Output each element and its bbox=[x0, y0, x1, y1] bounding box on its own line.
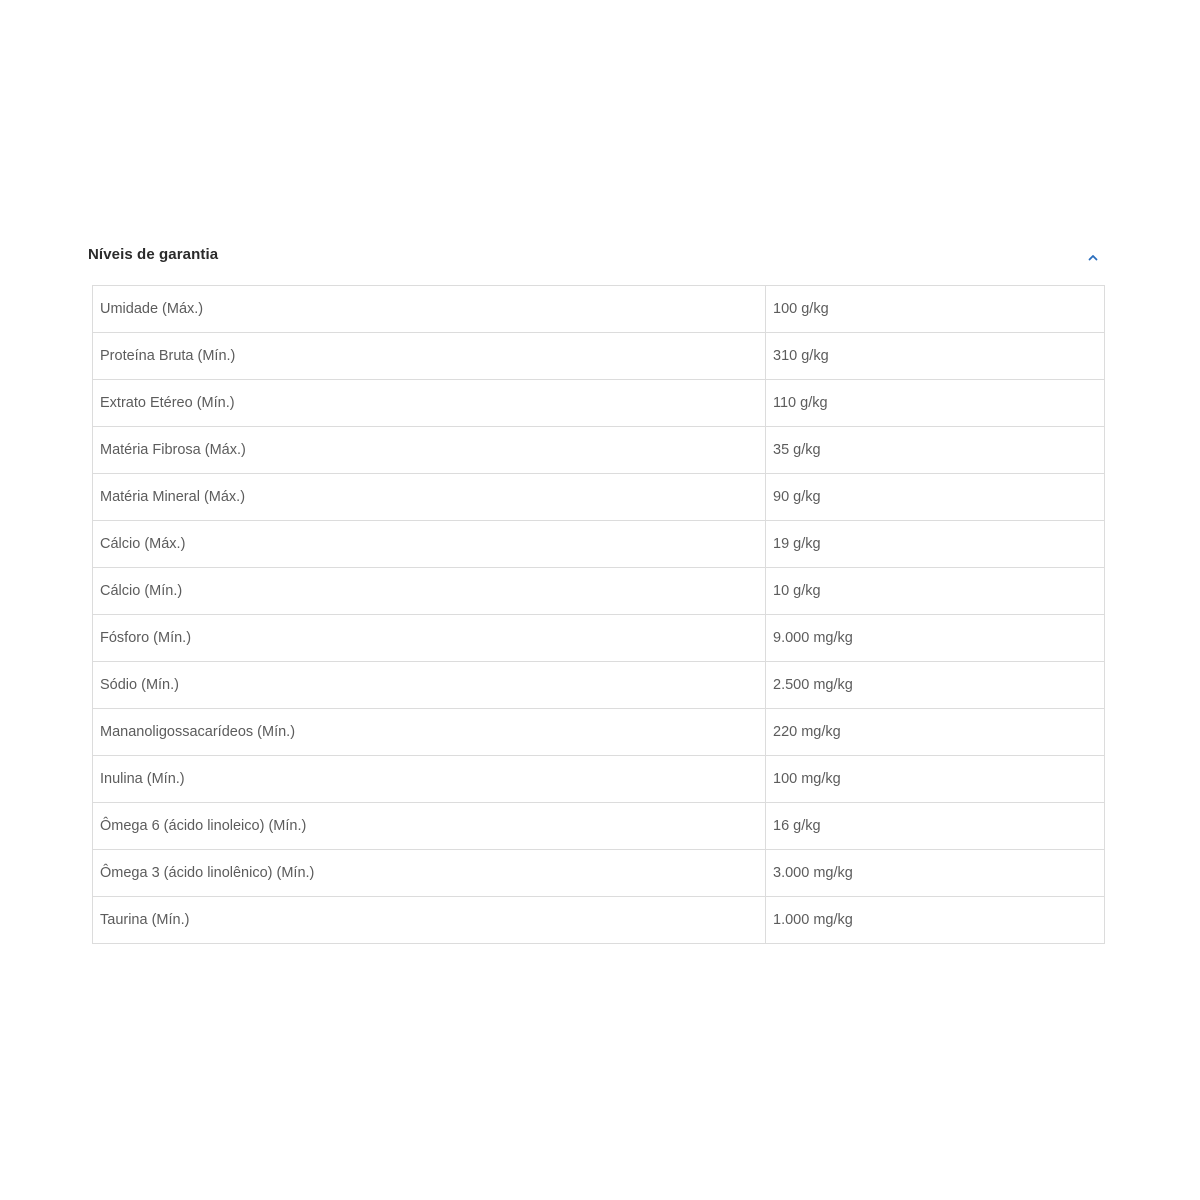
table-row bbox=[93, 803, 1105, 850]
row-value: 100 mg/kg bbox=[766, 756, 1105, 803]
row-value: 35 g/kg bbox=[766, 427, 1105, 474]
table-row bbox=[93, 756, 1105, 803]
row-label: Ômega 6 (ácido linoleico) (Mín.) bbox=[93, 803, 766, 850]
row-value: 2.500 mg/kg bbox=[766, 662, 1105, 709]
table-row bbox=[93, 521, 1105, 568]
row-value: 310 g/kg bbox=[766, 333, 1105, 380]
row-value: 9.000 mg/kg bbox=[766, 615, 1105, 662]
row-value: 90 g/kg bbox=[766, 474, 1105, 521]
panel-header[interactable] bbox=[88, 240, 1104, 270]
row-label: Matéria Fibrosa (Máx.) bbox=[93, 427, 766, 474]
row-value: 1.000 mg/kg bbox=[766, 897, 1105, 944]
row-label: Umidade (Máx.) bbox=[93, 286, 766, 333]
row-label: Cálcio (Máx.) bbox=[93, 521, 766, 568]
row-label: Taurina (Mín.) bbox=[93, 897, 766, 944]
row-label: Ômega 3 (ácido linolênico) (Mín.) bbox=[93, 850, 766, 897]
row-label: Sódio (Mín.) bbox=[93, 662, 766, 709]
row-label: Cálcio (Mín.) bbox=[93, 568, 766, 615]
row-value: 16 g/kg bbox=[766, 803, 1105, 850]
table-row bbox=[93, 662, 1105, 709]
row-value: 19 g/kg bbox=[766, 521, 1105, 568]
table-row bbox=[93, 568, 1105, 615]
table-row bbox=[93, 286, 1105, 333]
table-row bbox=[93, 897, 1105, 944]
table-row bbox=[93, 474, 1105, 521]
table-row bbox=[93, 615, 1105, 662]
row-value: 220 mg/kg bbox=[766, 709, 1105, 756]
table-row bbox=[93, 380, 1105, 427]
row-label: Proteína Bruta (Mín.) bbox=[93, 333, 766, 380]
row-value: 3.000 mg/kg bbox=[766, 850, 1105, 897]
row-value: 110 g/kg bbox=[766, 380, 1105, 427]
table-row bbox=[93, 709, 1105, 756]
row-label: Inulina (Mín.) bbox=[93, 756, 766, 803]
row-label: Matéria Mineral (Máx.) bbox=[93, 474, 766, 521]
chevron-up-icon[interactable] bbox=[1086, 250, 1100, 264]
row-label: Mananoligossacarídeos (Mín.) bbox=[93, 709, 766, 756]
table-row bbox=[93, 850, 1105, 897]
row-label: Fósforo (Mín.) bbox=[93, 615, 766, 662]
panel-title: Níveis de garantia bbox=[88, 246, 219, 263]
table-row bbox=[93, 333, 1105, 380]
row-label: Extrato Etéreo (Mín.) bbox=[93, 380, 766, 427]
row-value: 10 g/kg bbox=[766, 568, 1105, 615]
table-row bbox=[93, 427, 1105, 474]
guarantee-levels-panel bbox=[88, 240, 1104, 928]
guarantee-levels-table bbox=[92, 285, 1105, 944]
row-value: 100 g/kg bbox=[766, 286, 1105, 333]
